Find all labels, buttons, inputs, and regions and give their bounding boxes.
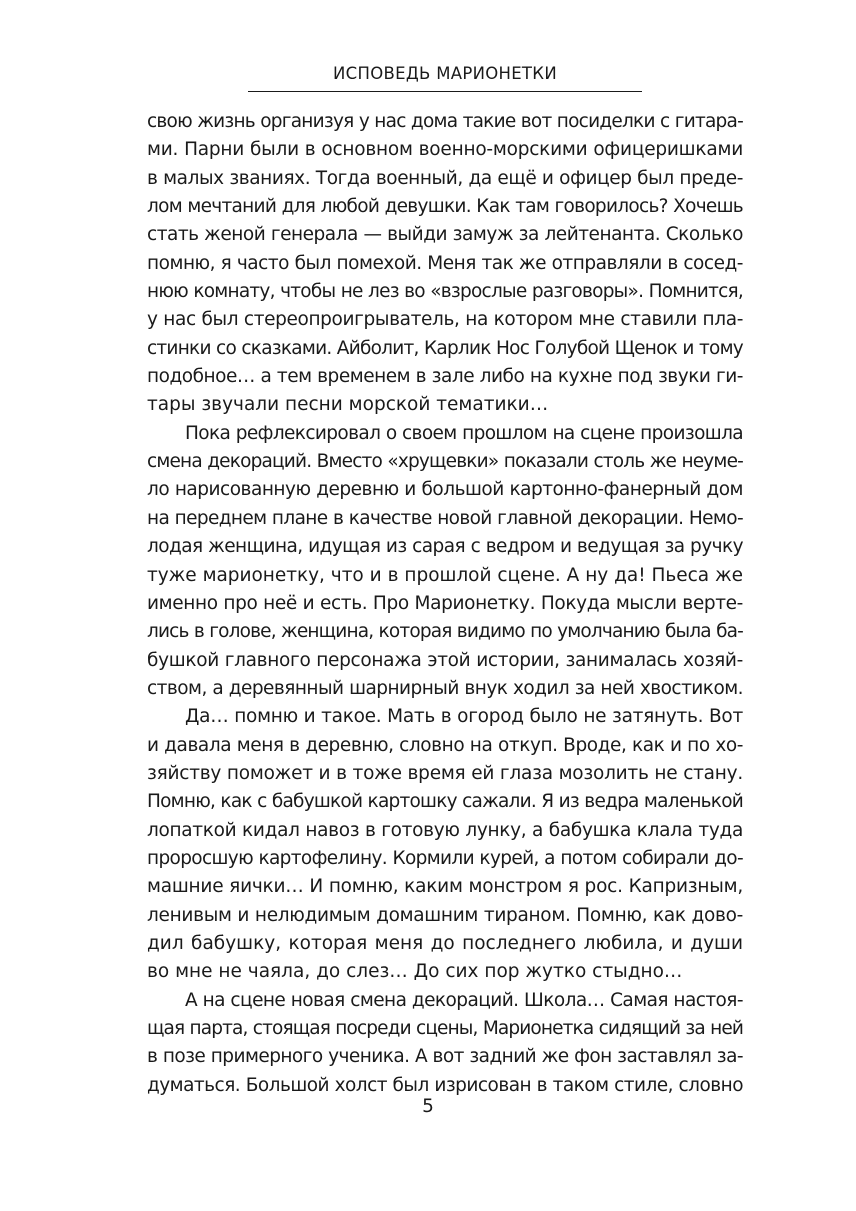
paragraph-end-line: ством, а деревянный шарнирный внук ходил за ней хвостиком. [147, 677, 743, 699]
text-line: ло нарисованную деревню и большой картонно-фанерный дом [147, 479, 743, 501]
text-line: лись в голове, женщина, которая видимо по умолчанию была ба- [147, 621, 743, 643]
page-number: 5 [422, 1096, 434, 1117]
paragraph-end-line: во мне не чаяла, до слез… До сих пор жутко стыдно… [147, 961, 683, 983]
text-line: нюю комнату, чтобы не лез во «взрослые разговоры». Помнится, [147, 281, 743, 303]
text-line: ленивым и нелюдимым домашним тираном. Помню, как дово- [147, 904, 743, 926]
paragraph-end-line: тары звучали песни морской тематики… [147, 394, 549, 416]
text-line: подобное… а тем временем в зале либо на кухне под звуки ги- [147, 366, 743, 388]
header-rule [248, 91, 642, 92]
text-line: ми. Парни были в основном военно-морскими офицеришками [147, 139, 743, 161]
text-line: туже марионетку, что и в прошлой сцене. А ну да! Пьеса же [147, 564, 743, 586]
text-line: стать женой генерала — выйди замуж за лейтенанта. Сколько [147, 224, 743, 246]
text-line: смена декораций. Вместо «хрущевки» показали столь же неуме- [147, 451, 743, 473]
text-line: дил бабушку, которая меня до последнего любила, и души [147, 932, 743, 954]
text-line: в позе примерного ученика. А вот задний же фон заставлял за- [147, 1046, 743, 1068]
text-line: зяйству поможет и в тоже время ей глаза мозолить не стану. [147, 762, 743, 784]
text-line: проросшую картофелину. Кормили курей, а потом собирали до- [147, 847, 743, 869]
text-line: свою жизнь организуя у нас дома такие вот посиделки с гитара- [147, 111, 743, 132]
body-text [147, 108, 743, 1100]
text-line: в малых званиях. Тогда военный, да ещё и офицер был преде- [147, 167, 743, 189]
paragraph-first-line: А на сцене новая смена декораций. Школа… Самая настоя- [185, 989, 743, 1011]
text-line: именно про неё и есть. Про Марионетку. Покуда мысли верте- [147, 592, 743, 614]
text-line: помню, я часто был помехой. Меня так же отправляли в сосед- [147, 252, 743, 274]
text-line: машние яички… И помню, каким монстром я рос. Капризным, [147, 876, 743, 898]
text-line: думаться. Большой холст был изрисован в таком стиле, словно [147, 1074, 743, 1096]
text-line: стинки со сказками. Айболит, Карлик Нос Голубой Щенок и тому [147, 337, 743, 359]
text-line: на переднем плане в качестве новой главной декорации. Немо- [147, 507, 743, 529]
text-line: лодая женщина, идущая из сарая с ведром и ведущая за ручку [147, 536, 743, 558]
paragraph-first-line: Да… помню и такое. Мать в огород было не затянуть. Вот [185, 706, 743, 728]
text-line: Помню, как с бабушкой картошку сажали. Я из ведра маленькой [147, 791, 743, 813]
text-line: бушкой главного персонажа этой истории, занималась хозяй- [147, 649, 743, 671]
running-header: ИСПОВЕДЬ МАРИОНЕТКИ [333, 64, 557, 83]
text-line: и давала меня в деревню, словно на откуп. Вроде, как и по хо- [147, 734, 743, 756]
text-line: лопаткой кидал навоз в готовую лунку, а бабушка клала туда [147, 819, 743, 841]
text-line: щая парта, стоящая посреди сцены, Марионетка сидящий за ней [147, 1018, 743, 1039]
text-line: лом мечтаний для любой девушки. Как там говорилось? Хочешь [147, 196, 743, 218]
paragraph-first-line: Пока рефлексировал о своем прошлом на сцене произошла [185, 422, 743, 444]
text-line: у нас был стереопроигрыватель, на котором мне ставили пла- [147, 309, 743, 331]
